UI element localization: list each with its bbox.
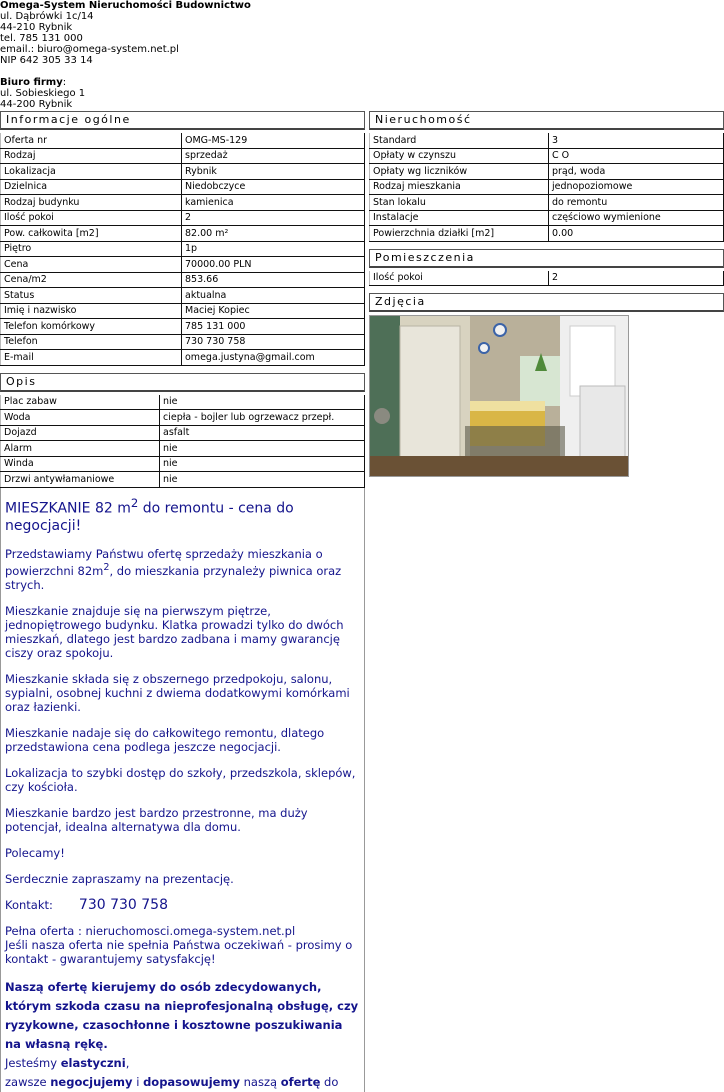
row-value: 2 [182,210,365,226]
row-label: Plac zabaw [1,395,160,410]
row-value: częściowo wymienione [549,210,724,226]
description-paragraph: Mieszkanie bardzo jest bardzo przestronne, ma duży potencjał, idealna alternatywa dla domu. [5,805,308,834]
row-label: Rodzaj mieszkania [370,179,549,195]
row-value: kamienica [182,195,365,211]
table-row [1,350,365,366]
company-phone: tel. 785 131 000 [0,33,83,44]
contact-number: 730 730 758 [78,896,168,913]
table-row [1,210,365,226]
row-value: Rybnik [182,164,365,180]
row-label: Imię i nazwisko [1,303,182,319]
description-paragraph: Serdecznie zapraszamy na prezentację. [5,871,234,886]
description-paragraph: Jeśli nasza oferta nie spełnia Państwa oczekiwań - prosimy o kontakt - gwarantujemy satysfakcję! [5,937,353,966]
row-value: sprzedaż [182,148,365,164]
row-label: Telefon [1,334,182,350]
description-paragraph: Mieszkanie składa się z obszernego przedpokoju, salonu, sypialni, osobnej kuchni z dwiema dodatkowymi komórkami oraz łazienki. [5,671,350,714]
table-row [1,425,365,441]
table-row [1,148,365,164]
company-nip: NIP 642 305 33 14 [0,55,93,66]
row-value: 70000.00 PLN [182,257,365,273]
table-row [1,164,365,180]
row-label: E-mail [1,350,182,366]
table-row [1,319,365,335]
row-label: Ilość pokoi [370,271,549,286]
office-street: ul. Sobieskiego 1 [0,88,86,99]
row-label: Status [1,288,182,304]
opis-title: Opis [0,373,365,392]
general-info-table [0,133,365,366]
company-name: Omega-System Nieruchomości Budownictwo [0,0,251,11]
table-row [1,441,365,457]
property-table [369,133,724,242]
general-info-title: Informacje ogólne [0,111,365,130]
row-value: aktualna [182,288,365,304]
description-paragraph: Mieszkanie znajduje się na pierwszym piętrze, jednopiętrowego budynku. Klatka prowadzi tylko do dwóch mieszkań, dlatego jest bardzo zadbana i mamy gwarancję ciszy oraz spokoju. [5,603,344,660]
row-label: Dzielnica [1,179,182,195]
row-label: Powierzchnia działki [m2] [370,226,549,242]
table-row [1,456,365,472]
row-label: Woda [1,410,160,426]
description-paragraph: zawsze negocjujemy i dopasowujemy naszą ofertę do [5,1074,339,1089]
description-paragraph: Jesteśmy elastyczni, [5,1055,130,1070]
rooms-title: Pomieszczenia [369,249,724,268]
row-value: asfalt [160,425,365,441]
row-label: Stan lokalu [370,195,549,211]
row-label: Pow. całkowita [m2] [1,226,182,242]
table-row [1,472,365,488]
company-city: 44-210 Rybnik [0,22,73,33]
row-label: Lokalizacja [1,164,182,180]
table-row [1,303,365,319]
table-row [1,195,365,211]
description-paragraph: Lokalizacja to szybki dostęp do szkoły, przedszkola, sklepów, czy kościoła. [5,765,356,794]
full-offer-link[interactable]: Pełna oferta : nieruchomosci.omega-system.net.pl [5,923,296,938]
description-paragraph: Polecamy! [5,845,65,860]
table-row [370,133,724,148]
row-value: C O [549,148,724,164]
row-label: Alarm [1,441,160,457]
office-city: 44-200 Rybnik [0,99,73,110]
row-value: nie [160,472,365,488]
table-row [1,257,365,273]
description-bold-paragraph: Naszą ofertę kierujemy do osób zdecydowanych, którym szkoda czasu na nieprofesjonalną obsługę, czy ryzykowne, czasochłonne i kosztowne poszukiwania na własną rękę. [5,979,359,1051]
property-photo[interactable] [369,315,629,477]
description-paragraph: Przedstawiamy Państwu ofertę sprzedaży mieszkania o powierzchni $82m^2$, do mieszkania przynależy piwnica oraz strych. [5,547,342,592]
row-label: Rodzaj budynku [1,195,182,211]
table-row [370,226,724,242]
row-label: Opłaty w czynszu [370,148,549,164]
row-value: 1p [182,241,365,257]
row-label: Winda [1,456,160,472]
table-row [1,395,365,410]
row-label: Opłaty wg liczników [370,164,549,180]
row-label: Cena/m2 [1,272,182,288]
right-column [369,111,724,477]
row-value: 2 [549,271,724,286]
company-street: ul. Dąbrówki 1c/14 [0,11,94,22]
table-row [1,410,365,426]
table-row [370,148,724,164]
row-value: jednopoziomowe [549,179,724,195]
table-row [1,241,365,257]
row-value: prąd, woda [549,164,724,180]
company-header: Omega-System Nieruchomości Budownictwo ul. Dąbrówki 1c/14 44-210 Rybnik tel. 785 131 000 email.: biuro@omega-system.net.pl NIP 642 305 33 14 Biuro firmy: ul. Sobieskiego 1 44-200 Rybnik [0,0,251,110]
row-label: Ilość pokoi [1,210,182,226]
table-row [370,210,724,226]
row-label: Telefon komórkowy [1,319,182,335]
row-label: Instalacje [370,210,549,226]
row-value: nie [160,395,365,410]
row-value: omega.justyna@gmail.com [182,350,365,366]
rooms-table [369,271,724,287]
description-paragraph: Mieszkanie nadaje się do całkowitego remontu, dlatego przedstawiona cena podlega jeszcze negocjacji. [5,725,325,754]
description-text [0,488,365,1092]
row-value: ciepła - bojler lub ogrzewacz przepł. [160,410,365,426]
table-row [1,334,365,350]
photos-title: Zdjęcia [369,293,724,312]
row-label: Rodzaj [1,148,182,164]
row-label: Drzwi antywłamaniowe [1,472,160,488]
row-value: 853.66 [182,272,365,288]
row-value: Niedobczyce [182,179,365,195]
property-title: Nieruchomość [369,111,724,130]
company-email: email.: biuro@omega-system.net.pl [0,44,179,55]
row-value: 785 131 000 [182,319,365,335]
row-value: nie [160,441,365,457]
left-column [0,111,365,1092]
office-label: Biuro firmy [0,77,63,88]
row-label: Standard [370,133,549,148]
row-value: OMG-MS-129 [182,133,365,148]
row-label: Cena [1,257,182,273]
row-value: do remontu [549,195,724,211]
row-label: Oferta nr [1,133,182,148]
row-label: Piętro [1,241,182,257]
table-row [1,226,365,242]
row-value: 3 [549,133,724,148]
row-label: Dojazd [1,425,160,441]
table-row [370,195,724,211]
row-value: Maciej Kopiec [182,303,365,319]
table-row [1,133,365,148]
table-row [1,272,365,288]
table-row [370,164,724,180]
opis-table [0,395,365,488]
row-value: 82.00 m² [182,226,365,242]
row-value: 730 730 758 [182,334,365,350]
table-row [1,288,365,304]
row-value: nie [160,456,365,472]
table-row [370,271,724,286]
table-row [370,179,724,195]
contact-line: Kontakt: 730 730 758 [5,896,168,913]
description-headline: MIESZKANIE 82 $m^2$ do remontu - cena do negocjacji! [5,495,294,535]
row-value: 0.00 [549,226,724,242]
table-row [1,179,365,195]
